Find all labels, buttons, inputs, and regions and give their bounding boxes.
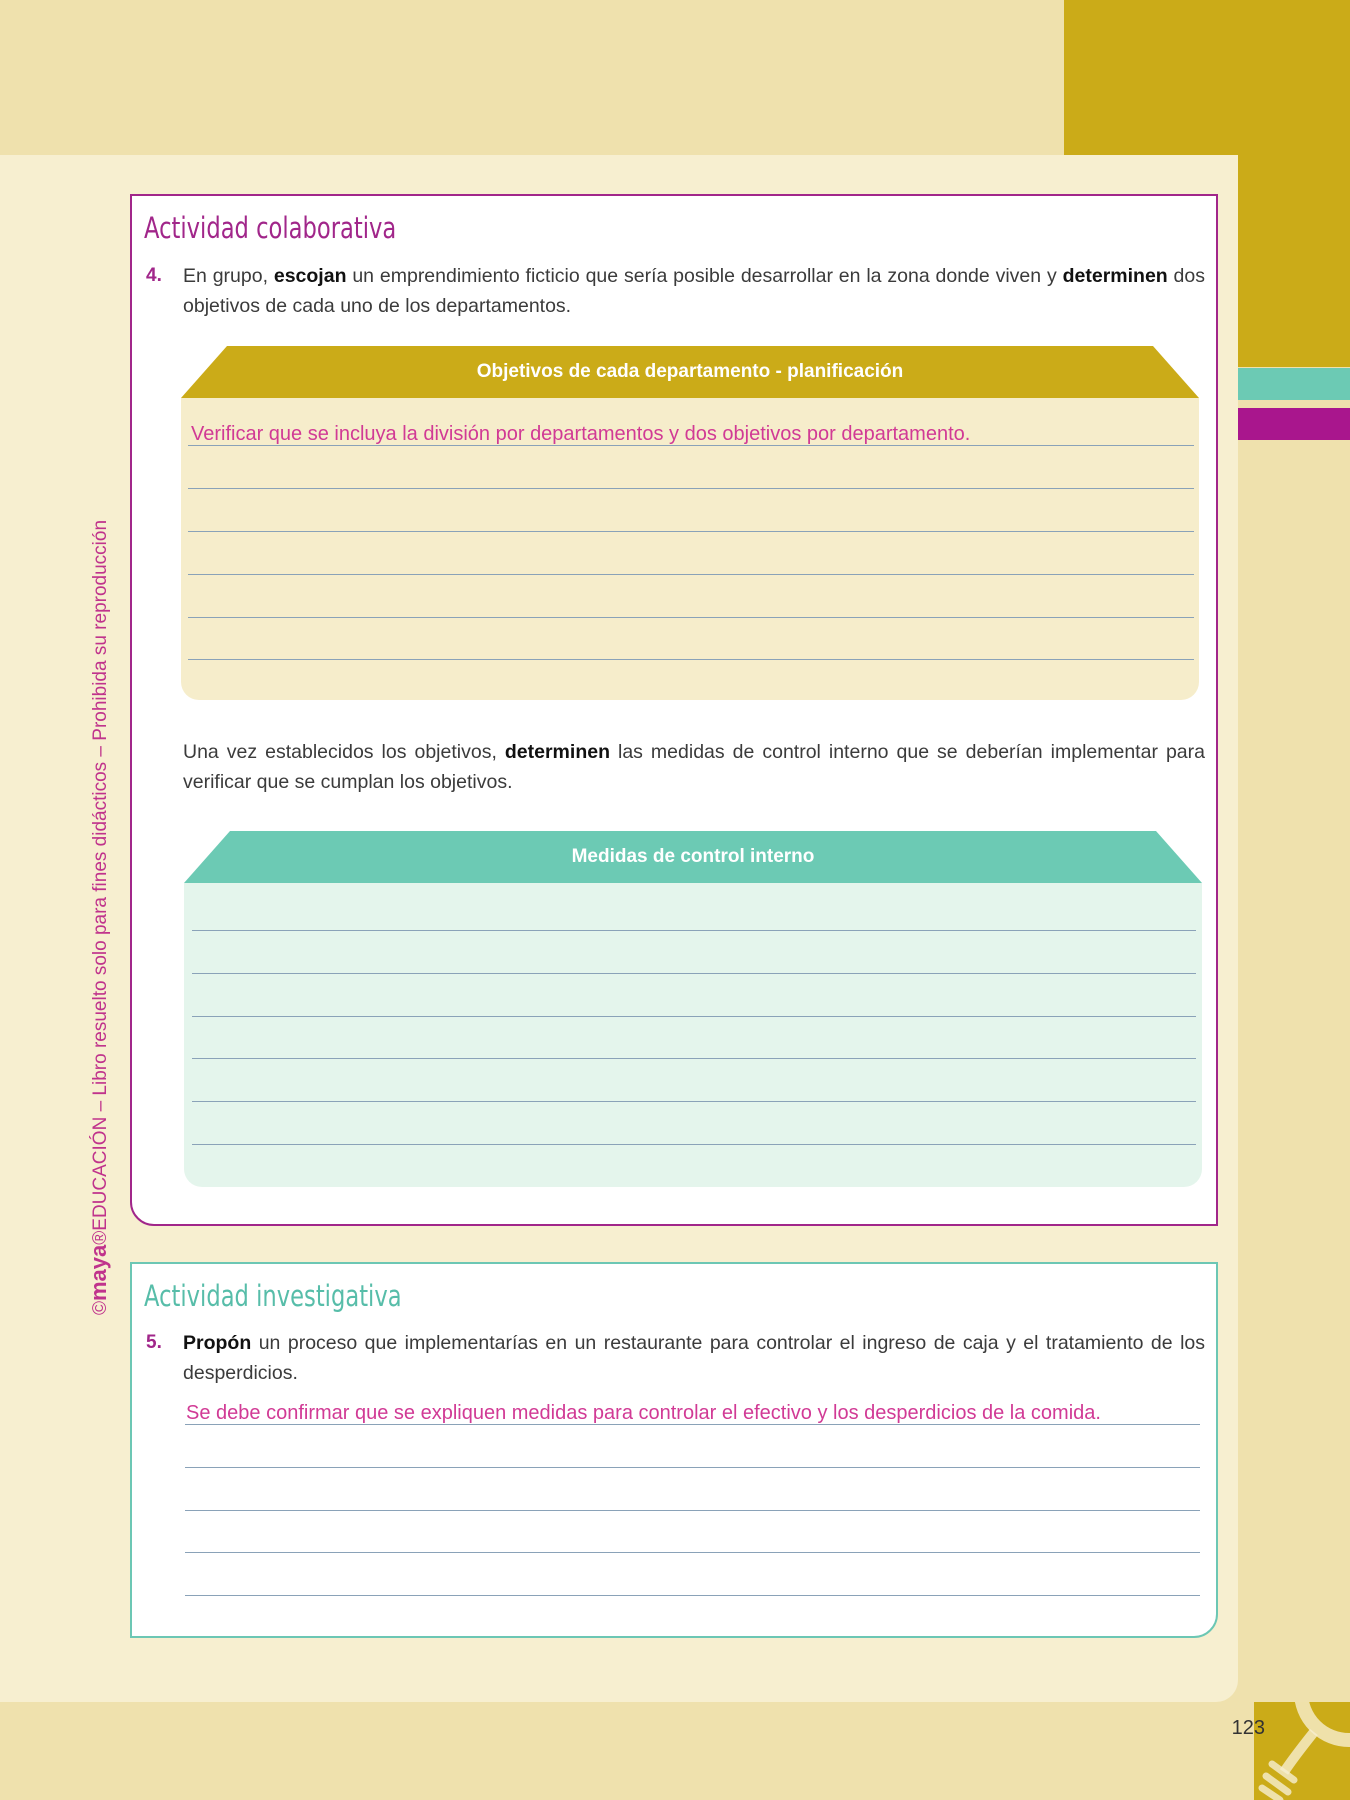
answer-line: [188, 617, 1194, 618]
answer-line: [188, 531, 1194, 532]
activity-4-instructions: En grupo, escojan un emprendimiento ficticio que sería posible desarrollar en la zona donde viven y determinen dos objetivos de cada uno de los departamentos.: [183, 265, 1205, 317]
answer-line: [192, 973, 1196, 974]
brand-logo: maya: [86, 1244, 111, 1301]
page-number: 123: [1231, 1717, 1265, 1739]
objectives-table-header: Objetivos de cada departamento - planificación: [476, 361, 904, 382]
top-band: [0, 0, 1064, 155]
copyright-side-note: ©maya®EDUCACIÓN – Libro resuelto solo para fines didácticos – Prohibida su reproducción: [86, 519, 111, 1315]
answer-line: [185, 1552, 1200, 1553]
answer-line: [185, 1467, 1200, 1468]
gold-strip: [1238, 352, 1350, 367]
answer-line: [192, 1016, 1196, 1017]
control-table-body: [184, 883, 1202, 1187]
answer-line: [192, 930, 1196, 931]
bottom-band: [0, 1702, 1350, 1800]
control-table-header: Medidas de control interno: [571, 846, 815, 867]
answer-line: [192, 1101, 1196, 1102]
investigative-activity-box: [130, 1262, 1218, 1638]
objectives-answer-text: Verificar que se incluya la división por departamentos y dos objetivos por departamento.: [191, 423, 971, 445]
answer-line: [185, 1510, 1200, 1511]
lightbulb-icon: [1254, 1702, 1350, 1800]
answer-line: [188, 659, 1194, 660]
item-number-4: 4.: [146, 265, 162, 286]
answer-line: [185, 1595, 1200, 1596]
activity-5-instructions: Propón un proceso que implementarías en un restaurante para controlar el ingreso de caja y el tratamiento de los desperdicios.: [183, 1332, 1205, 1384]
restaurant-answer-text: Se debe confirmar que se expliquen medidas para controlar el efectivo y los desperdicios de la comida.: [186, 1402, 1101, 1424]
magenta-tab: [1238, 408, 1350, 440]
teal-tab: [1238, 368, 1350, 400]
investigative-activity-title: Actividad investigativa: [144, 1279, 402, 1313]
collaborative-activity-title: Actividad colaborativa: [144, 211, 397, 245]
item-number-5: 5.: [146, 1332, 162, 1353]
answer-line: [188, 488, 1194, 489]
control-measures-instructions: Una vez establecidos los objetivos, determinen las medidas de control interno que se deberían implementar para verificar que se cumplan los objetivos.: [183, 741, 1205, 793]
answer-line: [192, 1058, 1196, 1059]
answer-line: [192, 1144, 1196, 1145]
answer-line: [188, 574, 1194, 575]
